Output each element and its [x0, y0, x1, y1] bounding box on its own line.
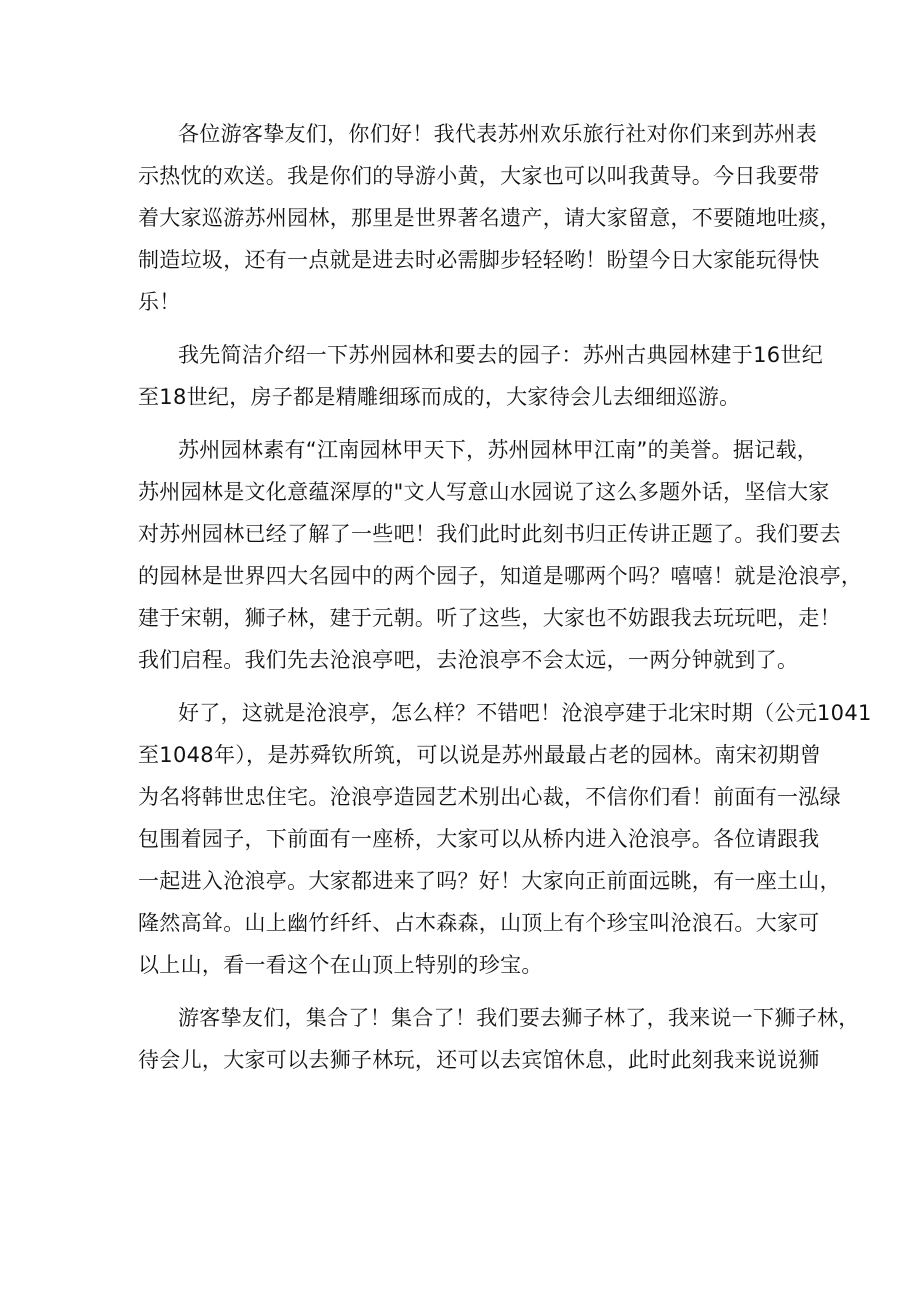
text-line: 制造垃圾，还有一点就是进去时必需脚步轻轻哟！盼望今日大家能玩得快: [138, 248, 820, 272]
text-line: 好了，这就是沧浪亭，怎么样？不错吧！沧浪亭建于北宋时期（公元1041: [178, 701, 872, 725]
text-line: 以上山，看一看这个在山顶上特别的珍宝。: [138, 953, 543, 977]
paragraph-intro: [138, 334, 824, 418]
text-line: 我先简洁介绍一下苏州园林和要去的园子：苏州古典园林建于16世纪: [178, 343, 824, 367]
text-line: 的园林是世界四大名园中的两个园子，知道是哪两个吗？嘻嘻！就是沧浪亭，: [138, 564, 863, 588]
text-line: 示热忱的欢送。我是你们的导游小黄，大家也可以叫我黄导。今日我要带: [138, 164, 820, 188]
text-line: 隆然高耸。山上幽竹纤纤、占木森森，山顶上有个珍宝叫沧浪石。大家可: [138, 911, 820, 935]
text-line: 为名将韩世忠住宅。沧浪亭造园艺术别出心裁，不信你们看！前面有一泓绿: [138, 785, 841, 809]
text-line: 建于宋朝，狮子林，建于元朝。听了这些，大家也不妨跟我去玩玩吧，走！: [138, 606, 841, 630]
text-line: 对苏州园林已经了解了一些吧！我们此时此刻书归正传讲正题了。我们要去: [138, 522, 841, 546]
text-line: 至1048年），是苏舜钦所筑，可以说是苏州最最占老的园林。南宋初期曾: [138, 743, 822, 767]
document-body: [138, 113, 872, 1092]
text-line: 游客挚友们，集合了！集合了！我们要去狮子林了，我来说一下狮子林，: [178, 1006, 860, 1030]
text-line: 各位游客挚友们，你们好！我代表苏州欢乐旅行社对你们来到苏州表: [178, 122, 817, 146]
text-line: 待会儿，大家可以去狮子林玩，还可以去宾馆休息，此时此刻我来说说狮: [138, 1048, 820, 1072]
text-line: 我们启程。我们先去沧浪亭吧，去沧浪亭不会太远，一两分钟就到了。: [138, 648, 799, 672]
text-line: 苏州园林是文化意蕴深厚的"文人写意山水园说了这么多题外话，坚信大家: [138, 480, 830, 504]
paragraph-lion-grove: [138, 997, 860, 1081]
text-line: 包围着园子，下前面有一座桥，大家可以从桥内进入沧浪亭。各位请跟我: [138, 827, 820, 851]
paragraph-canglang-pavilion: [138, 692, 872, 986]
paragraph-reputation: [138, 429, 863, 681]
text-line: 至18世纪，房子都是精雕细琢而成的，大家待会儿去细细巡游。: [138, 385, 741, 409]
text-line: 一起进入沧浪亭。大家都进来了吗？好！大家向正前面远眺，有一座土山，: [138, 869, 841, 893]
text-line: 着大家巡游苏州园林，那里是世界著名遗产，请大家留意，不要随地吐痰，: [138, 206, 841, 230]
text-line: 苏州园林素有“江南园林甲天下，苏州园林甲江南”的美誉。据记载，: [178, 438, 819, 462]
text-line: 乐！: [138, 290, 181, 314]
paragraph-welcome: [138, 113, 841, 323]
